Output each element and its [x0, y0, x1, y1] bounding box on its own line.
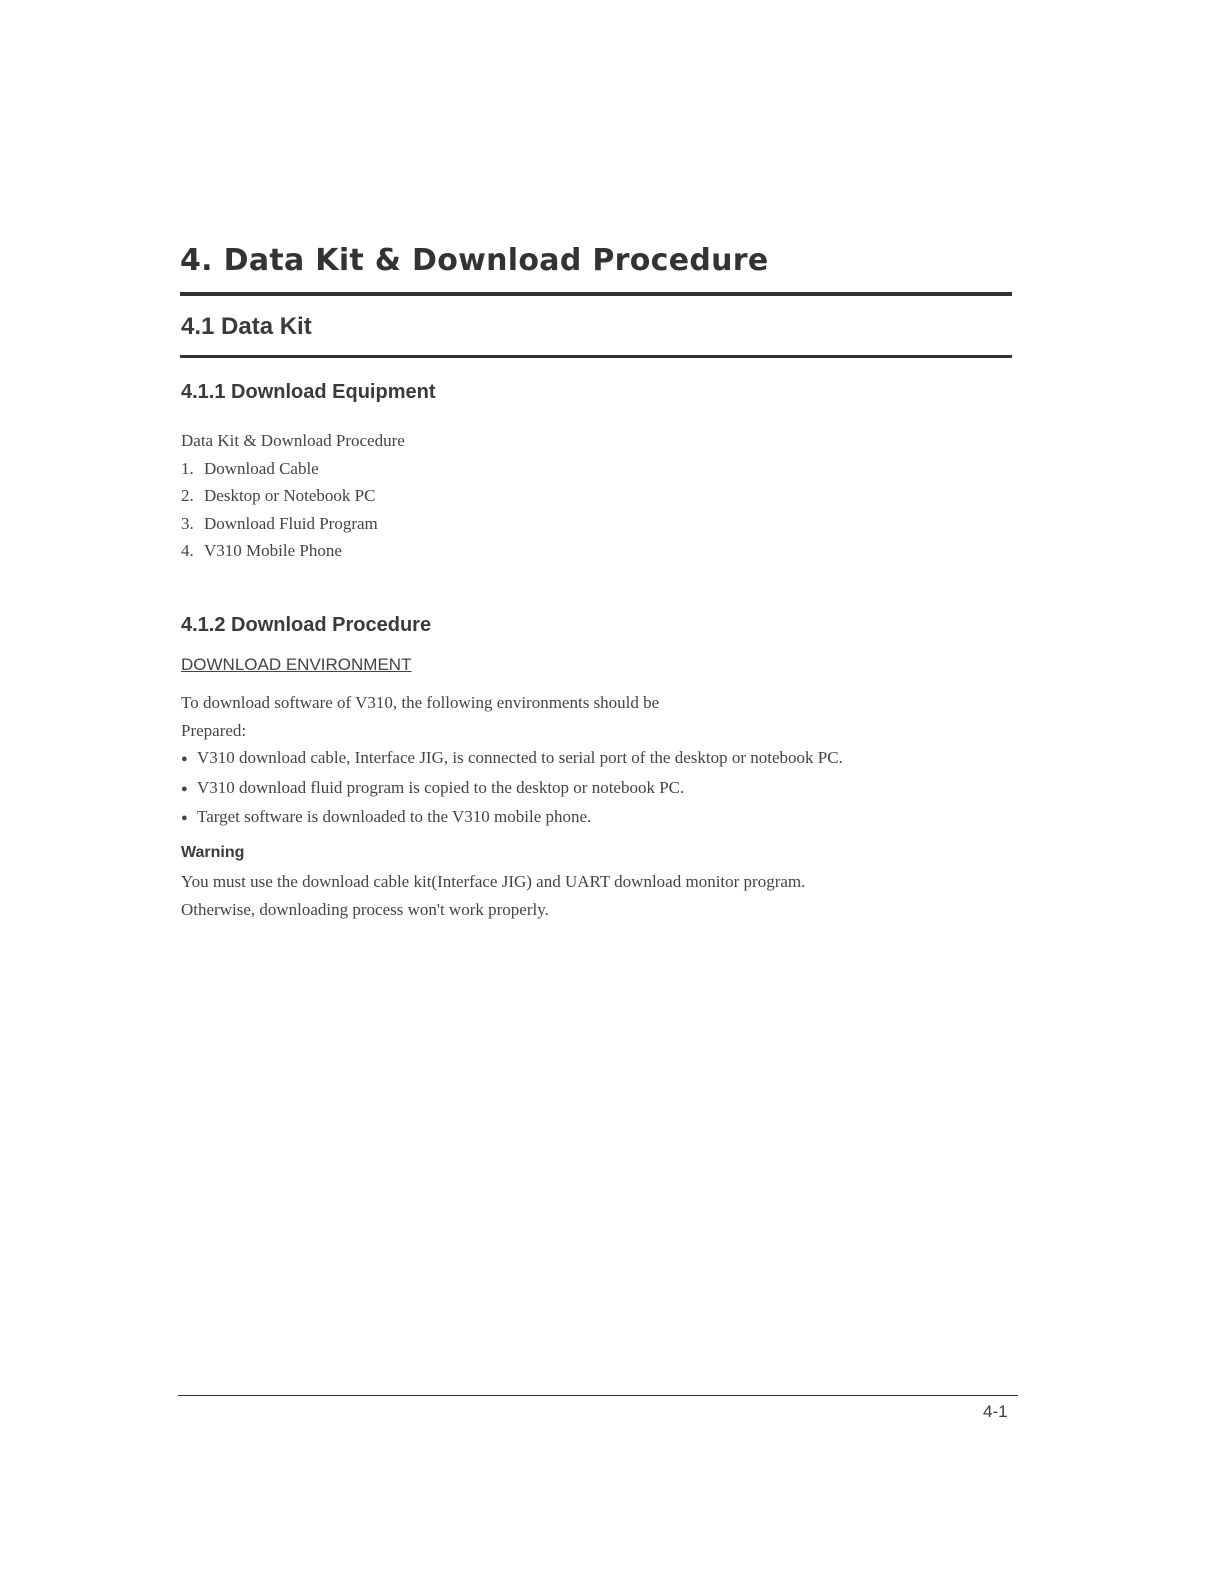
list-item-text: V310 download cable, Interface JIG, is connected to serial port of the desktop or notebook PC. [197, 748, 843, 767]
equipment-intro: Data Kit & Download Procedure [181, 431, 405, 450]
list-item [181, 744, 843, 774]
chapter-divider [180, 292, 1012, 296]
list-item-number: 2. [181, 486, 194, 505]
subsection-title-procedure: 4.1.2 Download Procedure [181, 614, 432, 636]
list-item-text: V310 Mobile Phone [204, 541, 342, 560]
list-item [181, 774, 843, 804]
list-item-text: Desktop or Notebook PC [204, 486, 376, 505]
bullet-icon: ● [181, 782, 188, 795]
equipment-list [181, 455, 405, 565]
list-item [181, 510, 405, 538]
list-item [181, 537, 405, 565]
environment-intro-line-2: Prepared: [181, 720, 247, 740]
bullet-icon: ● [181, 812, 188, 824]
footer-divider [178, 1395, 1018, 1396]
list-item-text: Target software is downloaded to the V310 mobile phone. [197, 807, 592, 826]
environment-intro-line-1: To download software of V310, the following environments should be [181, 693, 660, 712]
list-item-text: Download Cable [204, 458, 319, 478]
download-environment-label: DOWNLOAD ENVIRONMENT [181, 655, 412, 674]
environment-block [181, 689, 843, 833]
warning-line-2: Otherwise, downloading process won't work properly. [181, 899, 549, 919]
list-item-text: Download Fluid Program [204, 513, 378, 533]
bullet-icon: ● [181, 753, 188, 765]
environment-bullet-list [181, 744, 843, 833]
list-item [181, 803, 843, 833]
section-divider [180, 355, 1012, 358]
list-item-number: 3. [181, 513, 194, 533]
list-item-number: 1. [181, 458, 194, 478]
list-item-text: V310 download fluid program is copied to the desktop or notebook PC. [197, 777, 685, 797]
subsection-title-equipment: 4.1.1 Download Equipment [181, 381, 436, 403]
list-item [181, 482, 405, 510]
warning-line-1: You must use the download cable kit(Interface JIG) and UART download monitor program. [181, 872, 806, 891]
warning-block [181, 868, 805, 923]
page-number: 4-1 [983, 1402, 1008, 1421]
list-item-number: 4. [181, 541, 194, 560]
equipment-block [181, 427, 405, 565]
chapter-title: 4. Data Kit & Download Procedure [180, 243, 769, 278]
warning-label: Warning [181, 844, 245, 861]
section-title: 4.1 Data Kit [181, 313, 312, 340]
list-item [181, 455, 405, 483]
